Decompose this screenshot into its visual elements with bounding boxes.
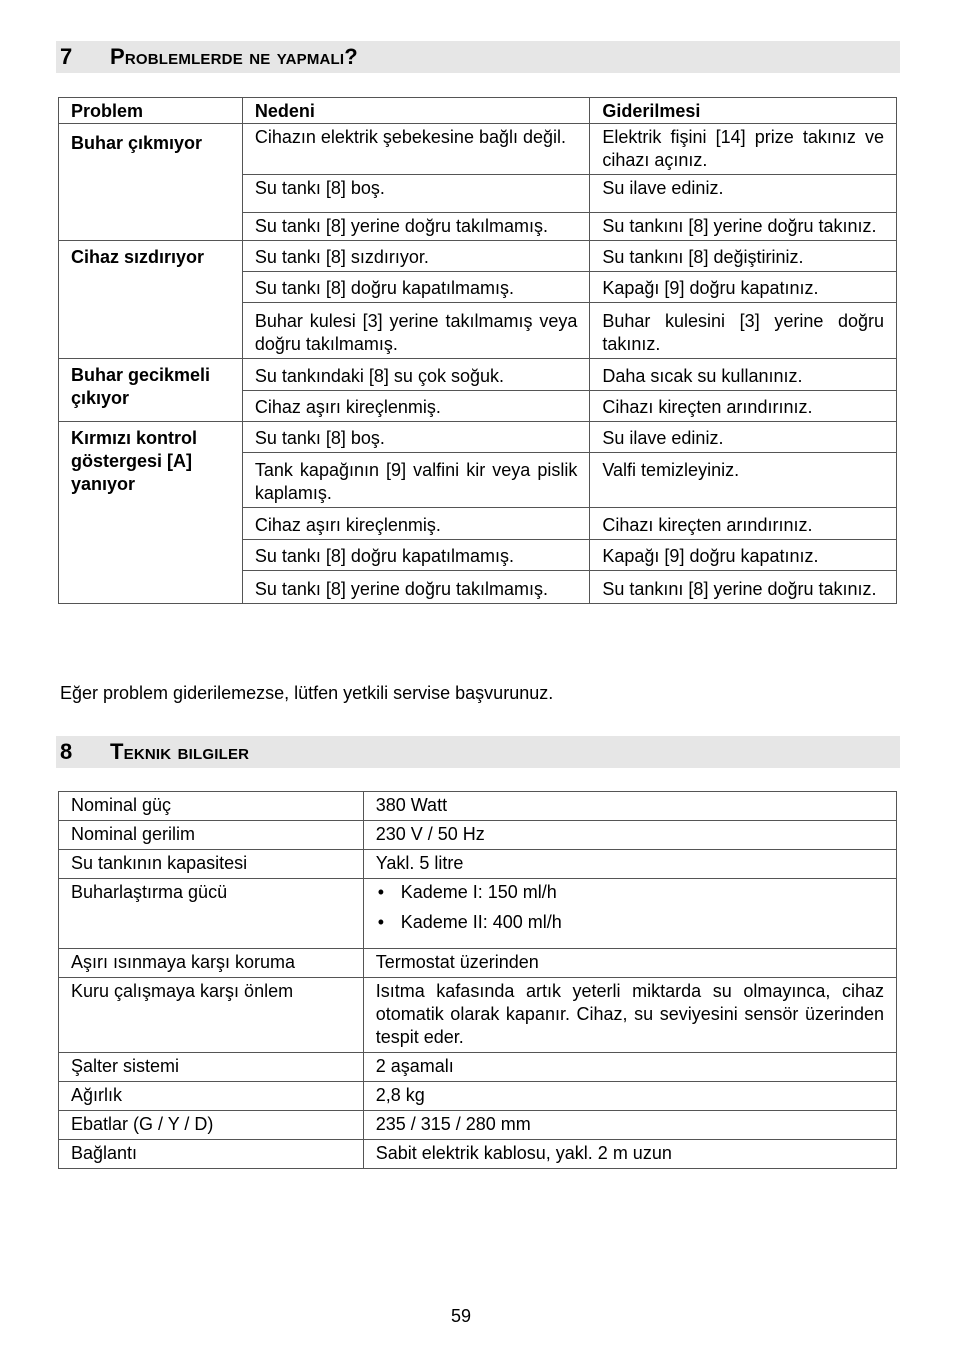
table-row bbox=[59, 1053, 897, 1082]
list-item: • Kademe II: 400 ml/h bbox=[376, 911, 884, 934]
problem-cell: Buhar gecikmeli çıkıyor bbox=[59, 359, 243, 422]
section-title: Problemlerde ne yapmalı? bbox=[110, 44, 358, 69]
spec-value: 380 Watt bbox=[363, 792, 896, 821]
table-row bbox=[59, 850, 897, 879]
cause-cell: Su tankındaki [8] su çok soğuk. bbox=[242, 359, 590, 391]
table-row bbox=[59, 422, 897, 453]
remedy-cell: Su tankını [8] değiştiriniz. bbox=[590, 241, 897, 272]
remedy-cell: Elektrik fişini [14] prize takınız ve cihazı açınız. bbox=[590, 124, 897, 175]
remedy-cell: Valfi temizleyiniz. bbox=[590, 453, 897, 508]
cause-cell: Su tankı [8] yerine doğru takılmamış. bbox=[242, 571, 590, 604]
section-7-heading bbox=[56, 41, 900, 73]
remedy-cell: Su tankını [8] yerine doğru takınız. bbox=[590, 571, 897, 604]
remedy-cell: Su ilave ediniz. bbox=[590, 175, 897, 213]
remedy-cell: Daha sıcak su kullanınız. bbox=[590, 359, 897, 391]
table-row bbox=[59, 978, 897, 1053]
spec-label: Nominal güç bbox=[59, 792, 364, 821]
table-row bbox=[59, 949, 897, 978]
remedy-cell: Cihazı kireçten arındırınız. bbox=[590, 508, 897, 540]
column-header-cause: Nedeni bbox=[242, 98, 590, 124]
table-row bbox=[59, 124, 897, 175]
list-item: • Kademe I: 150 ml/h bbox=[376, 881, 884, 904]
spec-label: Ebatlar (G / Y / D) bbox=[59, 1111, 364, 1140]
spec-value: 2,8 kg bbox=[363, 1082, 896, 1111]
table-row bbox=[59, 879, 897, 949]
spec-label: Bağlantı bbox=[59, 1140, 364, 1169]
remedy-cell: Buhar kulesini [3] yerine doğru takınız. bbox=[590, 303, 897, 359]
spec-value: Sabit elektrik kablosu, yakl. 2 m uzun bbox=[363, 1140, 896, 1169]
spec-label: Buharlaştırma gücü bbox=[59, 879, 364, 949]
spec-label: Su tankının kapasitesi bbox=[59, 850, 364, 879]
spec-label: Kuru çalışmaya karşı önlem bbox=[59, 978, 364, 1053]
cause-cell: Su tankı [8] boş. bbox=[242, 175, 590, 213]
table-row bbox=[59, 1082, 897, 1111]
spec-label: Nominal gerilim bbox=[59, 821, 364, 850]
remedy-cell: Kapağı [9] doğru kapatınız. bbox=[590, 272, 897, 303]
technical-specs-table bbox=[58, 791, 897, 1169]
troubleshooting-table bbox=[58, 97, 897, 604]
remedy-cell: Su tankını [8] yerine doğru takınız. bbox=[590, 213, 897, 241]
table-row bbox=[59, 821, 897, 850]
spec-value: 235 / 315 / 280 mm bbox=[363, 1111, 896, 1140]
table-row bbox=[59, 792, 897, 821]
spec-value: 2 aşamalı bbox=[363, 1053, 896, 1082]
remedy-cell: Cihazı kireçten arındırınız. bbox=[590, 391, 897, 422]
section-8-heading bbox=[56, 736, 900, 768]
problem-cell: Cihaz sızdırıyor bbox=[59, 241, 243, 359]
remedy-cell: Kapağı [9] doğru kapatınız. bbox=[590, 540, 897, 571]
cause-cell: Su tankı [8] yerine doğru takılmamış. bbox=[242, 213, 590, 241]
cause-cell: Su tankı [8] sızdırıyor. bbox=[242, 241, 590, 272]
cause-cell: Cihaz aşırı kireçlenmiş. bbox=[242, 508, 590, 540]
cause-cell: Su tankı [8] doğru kapatılmamış. bbox=[242, 540, 590, 571]
table-header-row bbox=[59, 98, 897, 124]
evaporation-levels-list bbox=[376, 881, 884, 934]
spec-value: Termostat üzerinden bbox=[363, 949, 896, 978]
spec-label: Ağırlık bbox=[59, 1082, 364, 1111]
page-number: 59 bbox=[450, 1306, 472, 1326]
spec-label: Şalter sistemi bbox=[59, 1053, 364, 1082]
column-header-problem: Problem bbox=[59, 98, 243, 124]
table-row bbox=[59, 359, 897, 391]
spec-label: Aşırı ısınmaya karşı koruma bbox=[59, 949, 364, 978]
cause-cell: Su tankı [8] doğru kapatılmamış. bbox=[242, 272, 590, 303]
table-row bbox=[59, 1111, 897, 1140]
spec-value: 230 V / 50 Hz bbox=[363, 821, 896, 850]
remedy-cell: Su ilave ediniz. bbox=[590, 422, 897, 453]
cause-cell: Su tankı [8] boş. bbox=[242, 422, 590, 453]
spec-value: Isıtma kafasında artık yeterli miktarda su olmayınca, cihaz otomatik olarak kapanır. Cihaz, su seviyesini sensör üzerinden tespit eder. bbox=[363, 978, 896, 1053]
section-number: 8 bbox=[60, 739, 73, 764]
problem-cell: Buhar çıkmıyor bbox=[59, 124, 243, 241]
section-number: 7 bbox=[60, 44, 73, 69]
spec-value bbox=[363, 879, 896, 949]
cause-cell: Cihazın elektrik şebekesine bağlı değil. bbox=[242, 124, 590, 175]
table-row bbox=[59, 1140, 897, 1169]
service-note: Eğer problem giderilemezse, lütfen yetkili servise başvurunuz. bbox=[60, 683, 554, 703]
spec-value: Yakl. 5 litre bbox=[363, 850, 896, 879]
cause-cell: Tank kapağının [9] valfini kir veya pislik kaplamış. bbox=[242, 453, 590, 508]
problem-cell: Kırmızı kontrol göstergesi [A] yanıyor bbox=[59, 422, 243, 604]
cause-cell: Buhar kulesi [3] yerine takılmamış veya doğru takılmamış. bbox=[242, 303, 590, 359]
column-header-remedy: Giderilmesi bbox=[590, 98, 897, 124]
table-row bbox=[59, 241, 897, 272]
section-title: Teknik bilgiler bbox=[110, 739, 250, 764]
cause-cell: Cihaz aşırı kireçlenmiş. bbox=[242, 391, 590, 422]
